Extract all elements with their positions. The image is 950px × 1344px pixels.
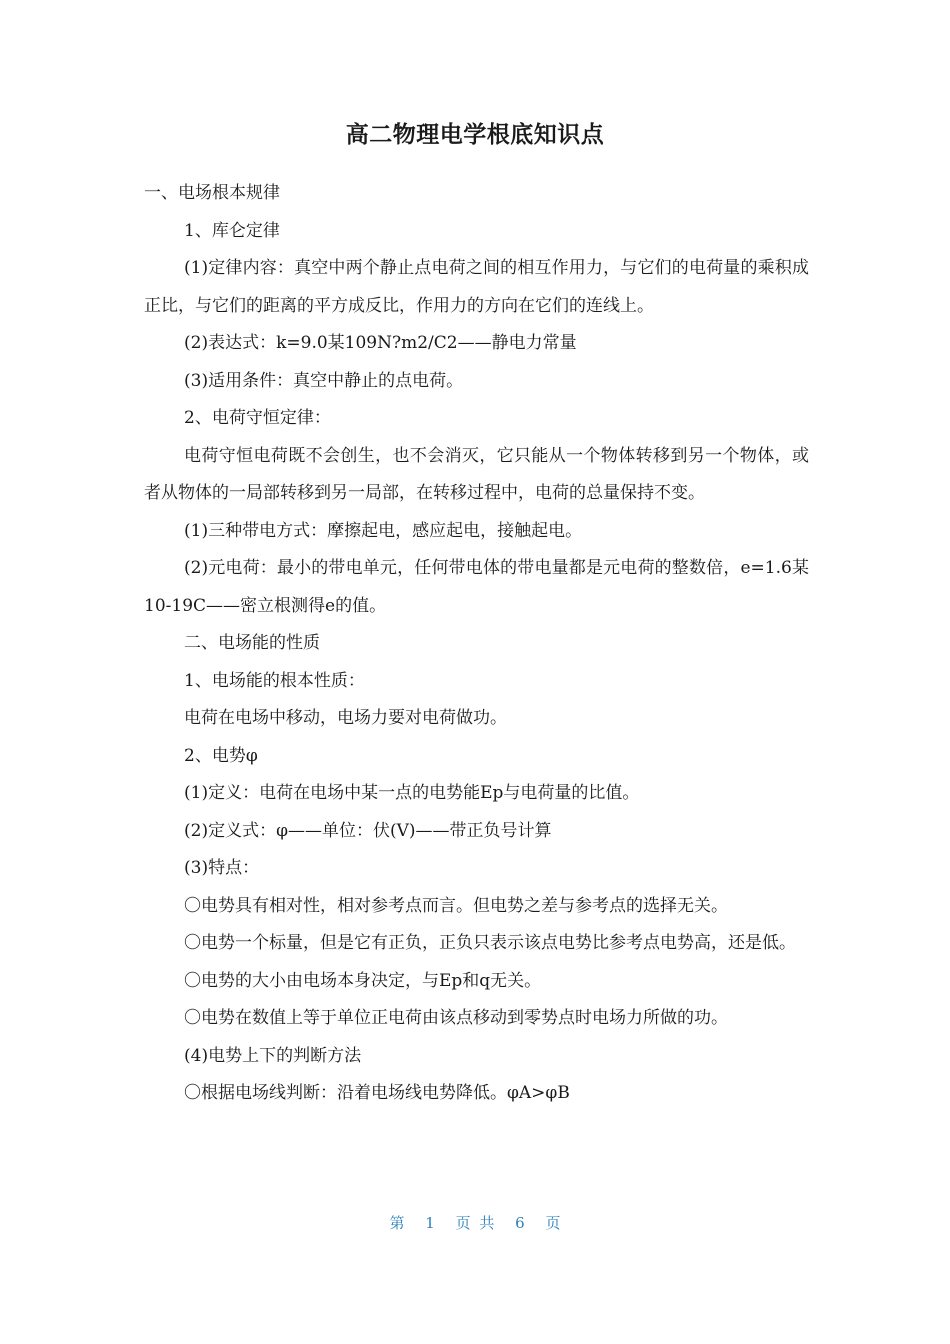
list-item: 〇根据电场线判断：沿着电场线电势降低。φA>φB: [184, 1083, 570, 1103]
list-item: 〇电势在数值上等于单位正电荷由该点移动到零势点时电场力所做的功。: [184, 1008, 728, 1028]
document-title: 高二物理电学根底知识点: [345, 122, 605, 148]
list-item: 〇电势具有相对性，相对参考点而言。但电势之差与参考点的选择无关。: [184, 895, 728, 916]
heading-section-2: 二、电场能的性质: [184, 633, 320, 653]
paragraph: 电荷守恒电荷既不会创生，也不会消灭，它只能从一个物体转移到另一个物体，或者从物体的一局部转移到另一局部，在转移过程中，电荷的总量保持不变。: [144, 445, 809, 503]
heading-section-1: 一、电场根本规律: [144, 183, 280, 203]
footer-page-number: 1: [425, 1214, 435, 1232]
paragraph: (1)定义：电荷在电场中某一点的电势能Ep与电荷量的比值。: [184, 783, 640, 803]
paragraph: (1)定律内容：真空中两个静止点电荷之间的相互作用力，与它们的电荷量的乘积成正比，与它们的距离的平方成反比，作用力的方向在它们的连线上。: [144, 258, 809, 316]
list-item: 〇电势的大小由电场本身决定，与Ep和q无关。: [184, 970, 542, 991]
list-item: 〇电势一个标量，但是它有正负，正负只表示该点电势比参考点电势高，还是低。: [184, 933, 796, 953]
paragraph: (2)元电荷：最小的带电单元，任何带电体的带电量都是元电荷的整数倍，e=1.6某10-19C——密立根测得e的值。: [144, 558, 809, 616]
heading-potential: 2、电势φ: [184, 745, 258, 766]
document-body: [144, 175, 809, 1113]
footer-suffix: 页: [545, 1214, 561, 1232]
paragraph: (2)定义式：φ——单位：伏(V)——带正负号计算: [184, 820, 552, 841]
heading-coulomb-law: 1、库仑定律: [184, 220, 280, 241]
heading-field-energy: 1、电场能的根本性质：: [184, 670, 365, 691]
page-footer: [0, 1212, 950, 1233]
paragraph: (2)表达式：k=9.0某109N?m2/C2——静电力常量: [184, 333, 577, 353]
footer-middle: 页 共: [455, 1214, 495, 1232]
paragraph: (3)特点：: [184, 858, 260, 878]
paragraph: (3)适用条件：真空中静止的点电荷。: [184, 370, 464, 391]
paragraph: 电荷在电场中移动，电场力要对电荷做功。: [184, 708, 507, 728]
paragraph: (1)三种带电方式：摩擦起电，感应起电，接触起电。: [184, 520, 583, 541]
footer-total-pages: 6: [515, 1214, 525, 1232]
paragraph: (4)电势上下的判断方法: [184, 1045, 362, 1066]
heading-charge-conservation: 2、电荷守恒定律：: [184, 408, 331, 428]
footer-prefix: 第: [389, 1214, 405, 1232]
